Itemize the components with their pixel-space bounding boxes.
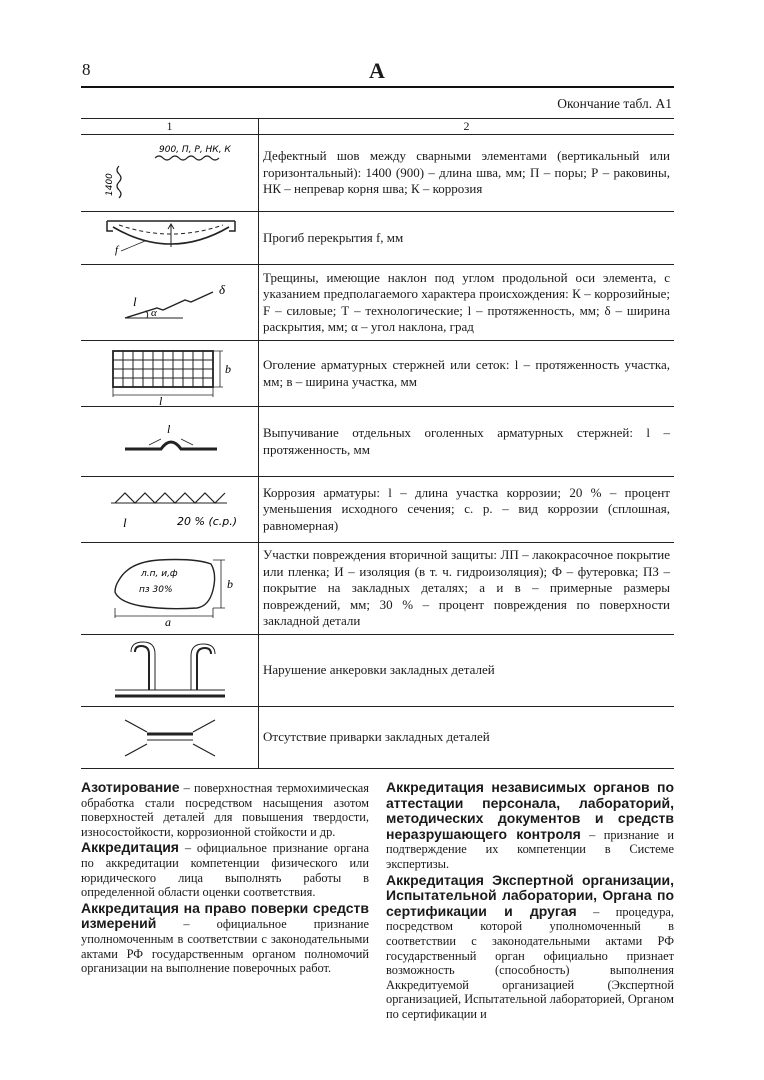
symbol-label: l: [158, 393, 162, 405]
weld-defect-symbol: [81, 135, 259, 212]
row-description: Дефектный шов между сварными элементами (вертикальный или горизонтальный): 1400 (900) – длина шва, мм; П – поры; Р – раковины, НК – непревар корня шва; К – коррозия: [259, 135, 675, 212]
glossary-definition: – процедура, посредством которой уполномоченный в соответствии с законодательными актами РФ государственный орган официально признает возможность (способность) выполнения Аккредитуемой организацией (Экспертной организацией, Испытательной лабораторией, Органом по сертификации и: [386, 904, 674, 1021]
bulging-rebar-symbol: [81, 407, 259, 477]
inclined-crack-symbol: [81, 265, 259, 341]
row-description: Выпучивание отдельных оголенных арматурных стержней: l – протяженность, мм: [259, 407, 675, 477]
glossary-definition: – признание и подтверждение их компетенции в Системе экспертизы.: [386, 827, 674, 871]
symbol-label: l: [122, 514, 127, 530]
symbol-label: 900, П, Р, НК, К: [158, 145, 231, 155]
glossary-entry: [81, 840, 369, 899]
anchorage-violation-symbol: [81, 635, 259, 707]
row-description: Отсутствие приварки закладных деталей: [259, 707, 675, 769]
row-description: Участки повреждения вторичной защиты: ЛП – лакокрасочное покрытие или пленка; И – изоляция (в т. ч. гидроизоляция); Ф – футеровка; ПЗ – покрытие на закладных деталях; а и в – примерные размеры повреждений, мм; 30 % – процент повреждения по поверхности закладной детали: [259, 543, 675, 635]
symbol-label: a: [164, 614, 171, 629]
glossary-definition: – официальное признание уполномоченным в соответствии с законодательными актами РФ государственным органом полномочий организации на выполнение поверочных работ.: [81, 917, 369, 976]
glossary-right-column: [386, 780, 674, 1023]
row-description: Трещины, имеющие наклон под углом продольной оси элемента, с указанием предполагаемого характера происхождения: К – коррозийные; F – силовые; Т – технологические; l – протяженность, мм; δ – ширина раскрытия, мм; α – угол наклона, град: [259, 265, 675, 341]
symbol-label: b: [224, 361, 231, 376]
symbol-label: л.п, и,ф: [140, 568, 178, 579]
glossary-definition: – официальное признание органа по аккредитации компетенции физического или юридического лица выполнять работы в определенной области оценки соответствия.: [81, 841, 369, 900]
table-row: [81, 135, 674, 212]
floor-deflection-symbol: [81, 212, 259, 265]
table-row: [81, 635, 674, 707]
symbol-label: f: [114, 244, 118, 256]
row-description: Прогиб перекрытия f, мм: [259, 212, 675, 265]
column-header-2: 2: [259, 119, 675, 135]
glossary-term: Аккредитация: [81, 839, 179, 856]
glossary-entry: [386, 780, 674, 872]
glossary: [81, 780, 674, 1023]
table-row: [81, 265, 674, 341]
table-header-row: [81, 119, 674, 135]
row-description: Коррозия арматуры: l – длина участка коррозии; 20 % – процент уменьшения исходного сечения; с. р. – вид коррозии (сплошная, равномерная): [259, 477, 675, 543]
header-rule: [81, 86, 674, 88]
glossary-entry: [81, 901, 369, 976]
table-row: [81, 477, 674, 543]
rebar-corrosion-symbol: [81, 477, 259, 543]
column-header-1: 1: [81, 119, 259, 135]
symbol-label: l: [166, 421, 170, 436]
symbol-label: b: [226, 576, 233, 591]
page-number: 8: [82, 60, 91, 79]
symbol-label: α: [150, 306, 157, 319]
glossary-entry: [81, 780, 369, 839]
symbol-label: 1400: [104, 173, 115, 196]
symbol-label: l: [132, 293, 137, 309]
table-row: [81, 543, 674, 635]
glossary-term: Азотирование: [81, 779, 180, 795]
glossary-term: Аккредитация Экспертной организации, Испытательной лаборатории, Органа по сертификации и другая: [386, 871, 674, 919]
row-description: Нарушение анкеровки закладных деталей: [259, 635, 675, 707]
glossary-entry: [386, 873, 674, 1022]
exposed-rebar-grid-symbol: [81, 341, 259, 407]
symbol-label: 20 % (с.р.): [176, 514, 237, 528]
protection-damage-symbol: [81, 543, 259, 635]
row-description: Оголение арматурных стержней или сеток: l – протяженность участка, мм; в – ширина участка, мм: [259, 341, 675, 407]
no-welding-symbol: [81, 707, 259, 769]
table-row: [81, 407, 674, 477]
table-row: [81, 707, 674, 769]
glossary-term: Аккредитация независимых органов по аттестации персонала, лабораторий, методических документов и средств неразрушающего контроля: [386, 779, 674, 842]
glossary-definition: – поверхностная термохимическая обработка стали посредством насыщения азотом поверхностей деталей для повышения твердости, износостойкости, коррозионной стойкости и др.: [81, 781, 369, 839]
table-row: [81, 212, 674, 265]
symbols-table: [81, 118, 674, 769]
table-caption: Окончание табл. А1: [557, 96, 672, 111]
section-letter: А: [369, 58, 385, 83]
symbol-label: пз 30%: [138, 584, 173, 595]
symbol-label: δ: [218, 281, 225, 297]
glossary-left-column: [81, 780, 369, 1023]
table-row: [81, 341, 674, 407]
glossary-term: Аккредитация на право поверки средств измерений: [81, 899, 369, 932]
